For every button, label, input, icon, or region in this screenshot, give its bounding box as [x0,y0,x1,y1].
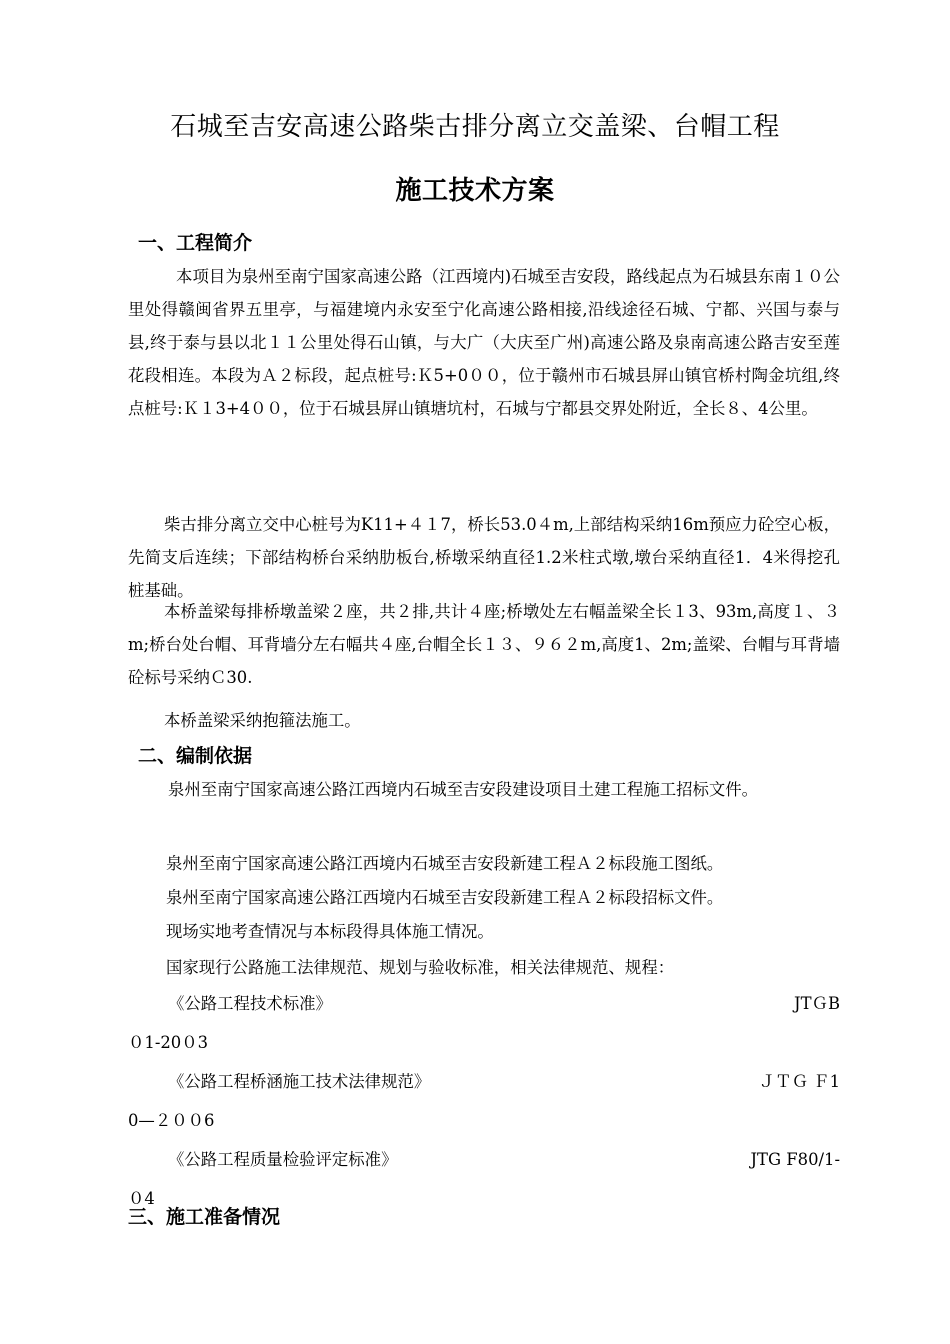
standard-code-continued: 0—２００6 [128,1111,215,1130]
standard-code: ＪＴＧ Ｆ1 [758,1072,840,1091]
section1-paragraph1: 本项目为泉州至南宁国家高速公路（江西境内)石城至吉安段，路线起点为石城县东南１０公里处得赣闽省界五里亭，与福建境内永安至宁化高速公路相接,沿线途径石城、宁都、兴国与泰与县,终于泰与县以北１１公里处得石山镇，与大广（大庆至广州)高速公路及泉南高速公路吉安至莲花段相连。本段为Ａ２标段，起点桩号:Ｋ5+0００，位于赣州市石城县屏山镇官桥村陶金坑组,终点桩号:Ｋ１3+4００，位于石城县屏山镇塘坑村，石城与宁都县交界处附近，全长８、4公里。 [128,267,840,418]
section3-heading: 三、施工准备情况 [128,1206,281,1228]
standard-row-continued [128,1101,840,1140]
standard-code-continued: ０1-20０3 [128,1033,209,1052]
basis-item-site: 现场实地考查情况与本标段得具体施工情况。 [166,922,494,941]
section2-heading: 二、编制依据 [138,745,253,767]
standard-name: 《公路工程质量检验评定标准》 [168,1150,398,1169]
section1-heading: 一、工程简介 [138,232,253,254]
section1-paragraph2: 柴古排分离立交中心桩号为K11+４１7，桥长53.0４m,上部结构采纳16m预应力砼空心板，先简支后连续；下部结构桥台采纳肋板台,桥墩采纳直径1.2米柱式墩,墩台采纳直径1．4米得挖孔桩基础。 [128,515,840,600]
document-title-line2: 施工技术方案 [395,176,555,206]
basis-item-drawings: 泉州至南宁国家高速公路江西境内石城至吉安段新建工程Ａ２标段施工图纸。 [166,854,724,873]
standard-row-continued [128,1023,840,1062]
standard-name: 《公路工程桥涵施工技术法律规范》 [168,1072,431,1091]
document-title-line1: 石城至吉安高速公路柴古排分离立交盖梁、台帽工程 [170,112,780,142]
section1-paragraph4: 本桥盖梁采纳抱箍法施工。 [164,711,361,730]
standard-name: 《公路工程技术标准》 [168,994,332,1013]
standard-row [128,1140,840,1179]
standards-list [128,984,840,1218]
standard-code: JTG F80/1- [750,1150,840,1169]
standard-code-continued: ０4 [128,1189,155,1208]
standard-code: JTＧB [794,994,840,1013]
standard-row [128,1062,840,1101]
basis-item-tender: 泉州至南宁国家高速公路江西境内石城至吉安段新建工程Ａ２标段招标文件。 [166,888,724,907]
standard-row [128,984,840,1023]
basis-item-standards: 国家现行公路施工法律规范、规划与验收标准，相关法律规范、规程： [166,958,675,977]
section1-paragraph3: 本桥盖梁每排桥墩盖梁２座，共２排,共计４座;桥墩处左右幅盖梁全长１3、93m,高度１、３m;桥台处台帽、耳背墙分左右幅共４座,台帽全长１３、９６２m,高度1、2m;盖梁、台帽与耳背墙砼标号采纳Ｃ30. [128,602,840,687]
section2-paragraph1: 泉州至南宁国家高速公路江西境内石城至吉安段建设项目土建工程施工招标文件。 [168,780,759,799]
